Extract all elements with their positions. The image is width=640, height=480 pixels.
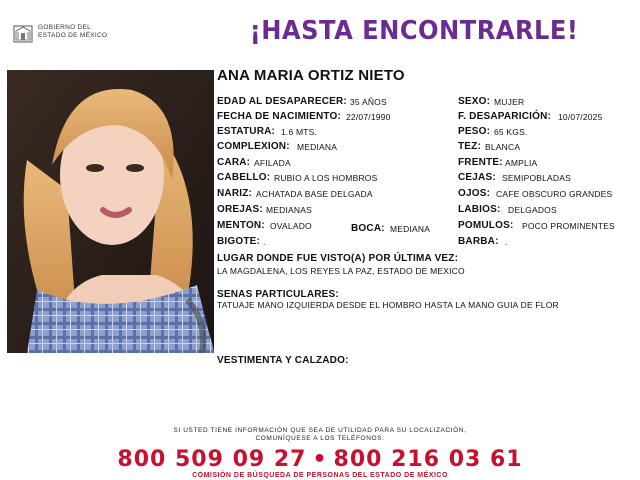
hair-value: RUBIO A LOS HOMBROS: [274, 173, 378, 183]
person-name: ANA MARIA ORTIZ NIETO: [217, 67, 405, 84]
phone-separator: •: [312, 447, 328, 472]
cheekbones-value: POCO PROMINENTES: [522, 221, 615, 231]
mouth-value: MEDIANA: [390, 224, 431, 234]
birthdate-value: 22/07/1990: [346, 112, 391, 122]
phone-number-1[interactable]: 800 509 09 27: [117, 447, 307, 472]
chin-value: OVALADO: [270, 221, 312, 231]
clothing-label: VESTIMENTA Y CALZADO:: [217, 355, 349, 366]
sex-label: SEXO:: [458, 96, 491, 107]
last-seen-value: LA MAGDALENA, LOS REYES LA PAZ, ESTADO DE MEXICO: [217, 266, 465, 276]
weight-value: 65 KGS.: [494, 127, 528, 137]
coat-of-arms-icon: [12, 22, 34, 44]
age-value: 35 AÑOS: [350, 97, 387, 107]
phone-number-2[interactable]: 800 216 03 61: [333, 447, 523, 472]
disappearance-date-label: F. DESAPARICIÓN:: [458, 111, 552, 122]
complexion-label: TEZ:: [458, 141, 482, 152]
page-headline: ¡HASTA ENCONTRARLE!: [249, 16, 578, 46]
footer-note-line2: COMUNÍQUESE A LOS TELÉFONOS:: [255, 435, 385, 442]
footer-note-line1: SI USTED TIENE INFORMACIÓN QUE SEA DE UTILIDAD PARA SU LOCALIZACIÓN,: [173, 427, 467, 434]
height-label: ESTATURA:: [217, 126, 276, 137]
beard-label: BARBA:: [458, 236, 499, 247]
cheekbones-label: POMULOS:: [458, 220, 514, 231]
logo-text-line1: GOBIERNO DEL: [38, 24, 92, 31]
eyes-value: CAFE OBSCURO GRANDES: [496, 189, 613, 199]
hair-label: CABELLO:: [217, 172, 271, 183]
person-photo: [7, 70, 214, 353]
eyebrows-value: SEMIPOBLADAS: [502, 173, 572, 183]
age-label: EDAD AL DESAPARECER:: [217, 96, 347, 107]
logo-text: [38, 24, 107, 40]
chin-label: MENTON:: [217, 220, 265, 231]
government-logo: [12, 22, 132, 46]
build-value: MEDIANA: [297, 142, 338, 152]
disappearance-date-value: 10/07/2025: [558, 112, 603, 122]
lips-label: LABIOS:: [458, 204, 501, 215]
sex-value: MUJER: [494, 97, 525, 107]
build-label: COMPLEXION:: [217, 141, 290, 152]
logo-text-line2: ESTADO DE MÉXICO: [38, 32, 108, 39]
face-label: CARA:: [217, 157, 251, 168]
mouth-label: BOCA:: [351, 223, 385, 234]
phone-numbers: [0, 447, 640, 472]
eyes-label: OJOS:: [458, 188, 491, 199]
last-seen-label: LUGAR DONDE FUE VISTO(A) POR ÚLTIMA VEZ:: [217, 253, 459, 264]
mustache-value: .: [263, 237, 266, 247]
nose-label: NARIZ:: [217, 188, 253, 199]
ears-value: MEDIANAS: [266, 205, 312, 215]
commission-name: COMISIÓN DE BÚSQUEDA DE PERSONAS DEL ESTADO DE MÉXICO: [192, 472, 448, 479]
face-value: AFILADA: [254, 158, 291, 168]
forehead-value: AMPLIA: [505, 158, 538, 168]
mustache-label: BIGOTE:: [217, 236, 261, 247]
distinguishing-marks-label: SENAS PARTICULARES:: [217, 289, 339, 300]
eyebrows-label: CEJAS:: [458, 172, 496, 183]
complexion-value: BLANCA: [485, 142, 521, 152]
forehead-label: FRENTE:: [458, 157, 503, 168]
height-value: 1.6 MTS.: [281, 127, 318, 137]
distinguishing-marks-value: TATUAJE MANO IZQUIERDA DESDE EL HOMBRO HASTA LA MANO GUIA DE FLOR: [217, 300, 559, 310]
ears-label: OREJAS:: [217, 204, 263, 215]
birthdate-label: FECHA DE NACIMIENTO:: [217, 111, 341, 122]
nose-value: ACHATADA BASE DELGADA: [256, 189, 373, 199]
beard-value: .: [505, 237, 508, 247]
weight-label: PESO:: [458, 126, 491, 137]
lips-value: DELGADOS: [508, 205, 557, 215]
